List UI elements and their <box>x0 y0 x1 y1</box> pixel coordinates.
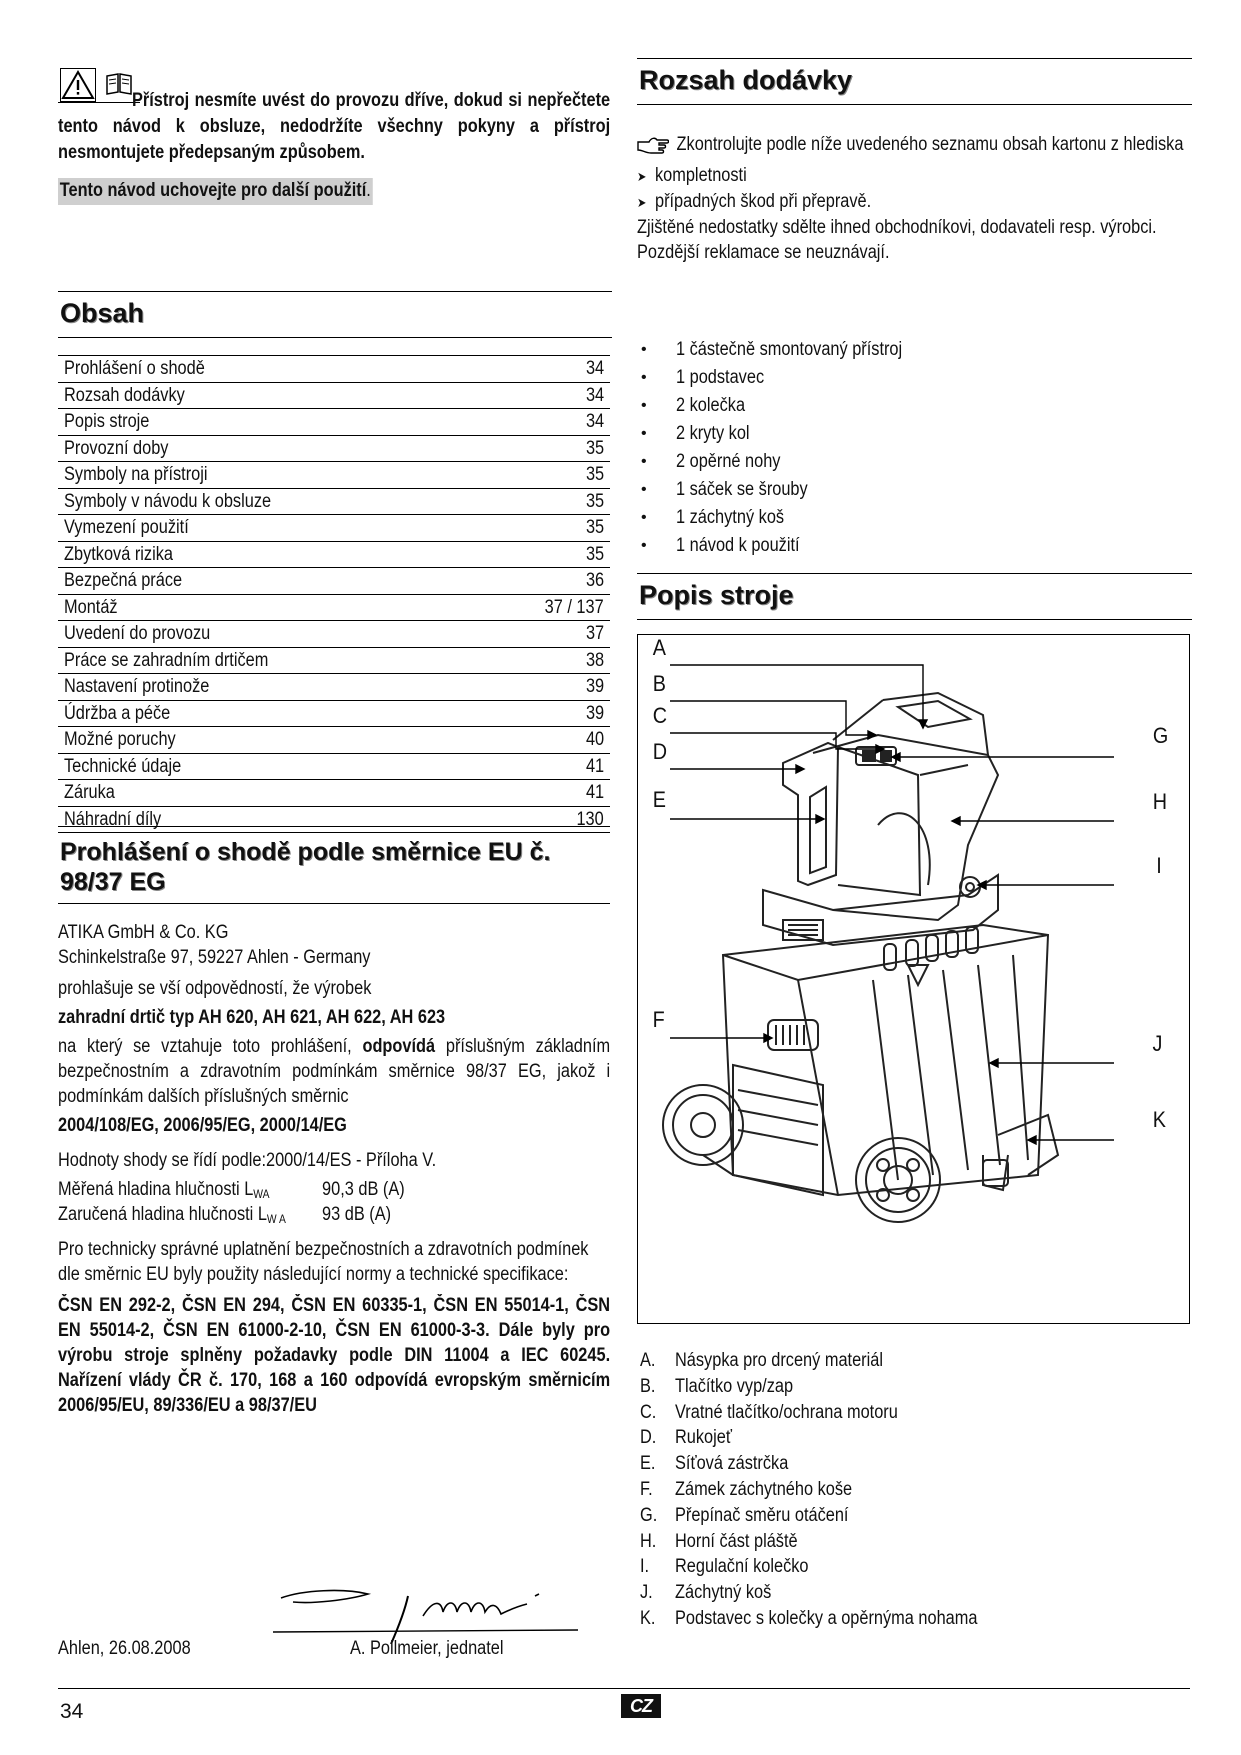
arrow-bullet-icon: ➤ <box>637 169 647 184</box>
delivery-item-text: 1 záchytný koš <box>676 507 785 528</box>
toc-row <box>58 356 610 383</box>
toc-page: 35 <box>585 543 604 565</box>
bullet-icon: • <box>641 509 647 526</box>
standards-intro: Pro technicky správné uplatnění bezpečnostních a zdravotních podmínek dle směrnic EU byly použity následující normy a technické specifikace: <box>58 1239 589 1285</box>
toc-row <box>58 462 610 489</box>
figure-label-d: D <box>652 739 668 764</box>
measured-noise-row: Měřená hladina hlučnosti LWA 90,3 dB (A) <box>58 1179 405 1201</box>
page-number: 34 <box>60 1700 84 1723</box>
garden-shredder-drawing <box>638 635 1189 1323</box>
legend-text: Síťová zástrčka <box>675 1453 789 1475</box>
toc-page: 37 <box>585 623 604 644</box>
toc-label: Údržba a péče <box>64 702 171 724</box>
legend-text: Regulační kolečko <box>675 1556 809 1578</box>
bullet-icon: • <box>641 453 647 470</box>
toc-title: Obsah <box>58 291 612 338</box>
delivery-item-text: 2 opěrné nohy <box>676 451 781 472</box>
company-address: Schinkelstraße 97, 59227 Ahlen - Germany <box>58 947 371 968</box>
toc-row <box>58 674 610 701</box>
delivery-title: Rozsah dodávky <box>637 58 1192 105</box>
signatory: A. Pollmeier, jednatel <box>350 1638 504 1659</box>
declares-text: prohlašuje se vší odpovědností, že výrobek <box>58 978 372 999</box>
legend-text: Zámek záchytného koše <box>675 1478 853 1500</box>
toc-page: 130 <box>576 808 604 830</box>
toc-page: 34 <box>585 358 604 379</box>
bullet-icon: • <box>641 537 647 554</box>
toc-page: 39 <box>585 676 604 697</box>
legend-text: Rukojeť <box>675 1427 733 1449</box>
machine-figure <box>637 634 1190 1324</box>
legend-text: Přepínač směru otáčení <box>675 1504 849 1526</box>
figure-label-i: I <box>1156 853 1162 878</box>
toc-label: Práce se zahradním drtičem <box>64 649 269 671</box>
declaration-section <box>58 826 611 1659</box>
delivery-item-text: 2 kryty kol <box>676 423 750 444</box>
legend-key: H. <box>640 1530 657 1552</box>
toc-label: Bezpečná práce <box>64 570 183 591</box>
legend-key: D. <box>640 1427 657 1449</box>
toc-row <box>58 727 610 754</box>
toc-label: Nastavení protinože <box>64 676 210 697</box>
figure-label-h: H <box>1152 789 1168 814</box>
toc-label: Montáž <box>64 596 118 618</box>
declaration-title: Prohlášení o shodě podle směrnice EU č. 98/37 EG <box>58 826 610 904</box>
standards-list: ČSN EN 292-2, ČSN EN 294, ČSN EN 60335-1, ČSN EN 55014-1, ČSN EN 55014-2, ČSN EN 61000-2-10, ČSN EN 61000-3-3. Dále byly pro výrobu stroje splněny požadavky podle DIN 11004 a IEC 60245. Nařízení vlády ČR č. 170, 168 a 160 odpovídá evropským směrnicím 2006/95/EU, 89/336/EU a 98/37/EU <box>58 1295 611 1416</box>
legend-text: Podstavec s kolečky a opěrnýma nohama <box>675 1607 978 1629</box>
legend-text: Horní část pláště <box>675 1530 798 1552</box>
guaranteed-noise-row: Zaručená hladina hlučnosti LW A 93 dB (A) <box>58 1204 392 1226</box>
legend-text: Vratné tlačítko/ochrana motoru <box>675 1401 898 1423</box>
toc-label: Provozní doby <box>64 437 169 459</box>
toc-label: Možné poruchy <box>64 729 176 750</box>
figure-label-g: G <box>1152 723 1169 748</box>
bullet-icon: • <box>641 369 647 386</box>
toc-row <box>58 754 610 781</box>
toc-page: 34 <box>585 411 604 432</box>
bullet-icon: • <box>641 425 647 442</box>
toc-label: Prohlášení o shodě <box>64 358 205 379</box>
check-criterion <box>637 189 1189 215</box>
toc-label: Symboly v návodu k obsluze <box>64 490 272 512</box>
figure-label-j: J <box>1152 1031 1163 1056</box>
toc-label: Záruka <box>64 782 115 803</box>
delivery-item-text: 2 kolečka <box>676 395 746 416</box>
bullet-icon: • <box>641 397 647 414</box>
legend-key: G. <box>640 1504 658 1526</box>
defects-note: Zjištěné nedostatky sdělte ihned obchodníkovi, dodavateli resp. výrobci. Pozdější reklamace se neuznávají. <box>637 217 1157 263</box>
check-criterion-text: kompletnosti <box>654 165 747 186</box>
toc-page: 40 <box>585 729 604 750</box>
legend-key: F. <box>640 1478 653 1500</box>
legend-key: I. <box>640 1556 650 1578</box>
toc-row <box>58 436 610 463</box>
company-name: ATIKA GmbH & Co. KG <box>58 922 229 943</box>
toc-page: 35 <box>585 464 604 485</box>
figure-label-f: F <box>652 1007 665 1032</box>
toc-label: Vymezení použití <box>64 517 189 538</box>
directives-list: 2004/108/EG, 2006/95/EG, 2000/14/EG <box>58 1115 347 1136</box>
toc-row <box>58 568 610 595</box>
toc-label: Rozsah dodávky <box>64 384 185 406</box>
machine-title: Popis stroje <box>637 573 1192 620</box>
toc-label: Technické údaje <box>64 755 182 777</box>
figure-label-b: B <box>652 671 666 696</box>
toc-page: 41 <box>585 782 604 803</box>
place-date: Ahlen, 26.08.2008 <box>58 1638 191 1659</box>
check-instruction: Zkontrolujte podle níže uvedeného seznamu obsah kartonu z hlediska <box>676 134 1184 155</box>
legend-key: K. <box>640 1607 656 1629</box>
toc-page: 35 <box>585 517 604 538</box>
delivery-item-text: 1 částečně smontovaný přístroj <box>676 339 903 360</box>
toc-row <box>58 515 610 542</box>
toc-page: 34 <box>585 384 604 406</box>
footer-divider <box>58 1688 1190 1689</box>
delivery-item-text: 1 návod k použití <box>676 535 800 556</box>
toc-label: Zbytková rizika <box>64 543 173 565</box>
toc-page: 35 <box>585 437 604 459</box>
language-badge: CZ <box>621 1694 661 1718</box>
legend-key: J. <box>640 1582 653 1604</box>
toc-page: 35 <box>585 490 604 512</box>
delivery-item-text: 1 podstavec <box>676 367 765 388</box>
toc-row <box>58 489 610 516</box>
figure-label-c: C <box>652 703 668 728</box>
figure-label-e: E <box>652 787 666 812</box>
warning-block <box>58 58 611 201</box>
toc-row <box>58 780 610 807</box>
legend-key: C. <box>640 1401 657 1423</box>
toc-page: 37 / 137 <box>544 596 604 618</box>
toc-label: Náhradní díly <box>64 808 162 830</box>
legend-key: B. <box>640 1375 656 1397</box>
legend-text: Tlačítko vyp/zap <box>675 1375 794 1397</box>
toc-label: Uvedení do provozu <box>64 623 211 644</box>
toc-row <box>58 409 610 436</box>
figure-label-k: K <box>1152 1107 1166 1132</box>
toc-row <box>58 595 610 622</box>
toc-row <box>58 701 610 728</box>
delivery-text <box>637 132 1190 265</box>
toc-page: 36 <box>585 570 604 591</box>
toc-row <box>58 648 610 675</box>
figure-label-a: A <box>652 635 666 660</box>
delivery-item-text: 1 sáček se šrouby <box>676 479 808 500</box>
check-criterion <box>637 163 1189 189</box>
toc-page: 41 <box>585 755 604 777</box>
toc-row <box>58 621 610 648</box>
legend-text: Záchytný koš <box>675 1582 772 1604</box>
warning-text: Přístroj nesmíte uvést do provozu dříve, dokud si nepřečtete tento návod k obsluze, nedodržíte všechny pokyny a přístroj nesmontujete předepsaným způsobem. <box>58 90 611 163</box>
legend-key: E. <box>640 1453 656 1475</box>
toc-page: 38 <box>585 649 604 671</box>
conformity-paragraph: na který se vztahuje toto prohlášení, odpovídá příslušným základním bezpečnostním a zdravotním podmínkám směrnice 98/37 EG, jakož i podmínkám dalších příslušných směrnic <box>58 1036 611 1107</box>
toc-label: Popis stroje <box>64 411 150 432</box>
legend-key: A. <box>640 1350 656 1371</box>
toc-label: Symboly na přístroji <box>64 464 208 485</box>
toc-row <box>58 383 610 410</box>
legend-text: Násypka pro drcený materiál <box>675 1350 883 1371</box>
bullet-icon: • <box>641 481 647 498</box>
product-name: zahradní drtič typ AH 620, AH 621, AH 622, AH 623 <box>58 1007 446 1028</box>
arrow-bullet-icon: ➤ <box>637 195 647 210</box>
keep-manual-note: Tento návod uchovejte pro další použití. <box>58 178 373 205</box>
left-column <box>58 58 611 1659</box>
bullet-icon: • <box>641 341 647 358</box>
toc-row <box>58 542 610 569</box>
toc-page: 39 <box>585 702 604 724</box>
conformity-basis: Hodnoty shody se řídí podle:2000/14/ES - Příloha V. <box>58 1150 437 1171</box>
check-criteria-list <box>637 163 1190 215</box>
check-criterion-text: případných škod při přepravě. <box>654 191 872 212</box>
toc-list <box>58 355 610 833</box>
